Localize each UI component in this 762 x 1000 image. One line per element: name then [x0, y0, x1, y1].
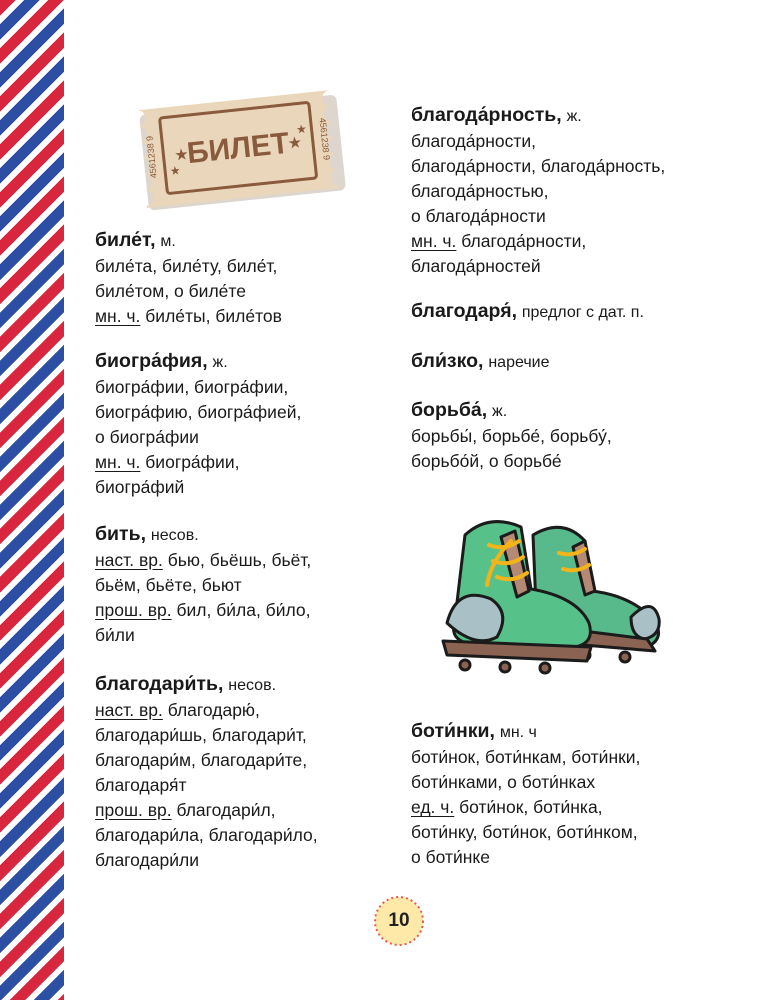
form-line: биогра́фий [95, 477, 185, 497]
headword: биогра́фия, [95, 350, 208, 372]
grammar-note: наречие [488, 354, 550, 371]
entry-blizko [411, 349, 741, 375]
page-number-badge [373, 895, 425, 947]
tense-label: прош. вр. [95, 600, 172, 620]
grammar-note: предлог с дат. п. [521, 304, 644, 321]
striped-border [0, 0, 64, 1000]
form-line: би́ли [95, 625, 135, 645]
headword: благода́рность, [411, 104, 562, 126]
grammar-note: несов. [228, 677, 277, 694]
grammar-note: ж. [566, 108, 582, 125]
headword: борьба́, [411, 399, 488, 421]
headword: бли́зко, [411, 350, 484, 372]
form-line: биогра́фии, биогра́фии, [95, 377, 289, 397]
entry-blagodarnost [411, 103, 741, 279]
form-line: борьбо́й, о борьбе́ [411, 451, 562, 471]
boots-illustration [435, 505, 675, 675]
form-line: бьём, бьёте, бьют [95, 575, 242, 595]
tense-label: наст. вр. [95, 550, 163, 570]
form-line: боти́нок, боти́нкам, боти́нки, [411, 747, 641, 767]
ticket-illustration [127, 78, 349, 216]
ticket-word: БИЛЕТ [185, 126, 291, 171]
form-line: благодари́ли [95, 850, 199, 870]
form-line: о благода́рности [411, 206, 546, 226]
number-label: ед. ч. [411, 797, 455, 817]
form-line: биле́та, биле́ту, биле́т, [95, 256, 278, 276]
form-line: благодари́л, [176, 800, 276, 820]
entry-bit [95, 522, 385, 648]
form-line: бью, бьёшь, бьёт, [167, 550, 312, 570]
headword: биле́т, [95, 229, 156, 251]
entry-blagodarit [95, 672, 385, 873]
headword: боти́нки, [411, 720, 495, 742]
form-line: биле́том, о биле́те [95, 281, 246, 301]
form-line: благодари́ла, благодари́ло, [95, 825, 318, 845]
form-line: благодари́шь, благодари́т, [95, 725, 307, 745]
ticket-serial-left: 4561238 9 [144, 135, 159, 179]
form-line: благодарю́, [167, 700, 260, 720]
entry-botinki [411, 719, 741, 870]
grammar-note: ж. [492, 403, 508, 420]
page-number: 10 [388, 910, 410, 931]
star-icon: ★ [169, 163, 182, 179]
entry-bilet [95, 228, 385, 329]
form-line: благода́рности, благода́рность, [411, 156, 666, 176]
grammar-note: ж. [212, 354, 228, 371]
tense-label: прош. вр. [95, 800, 172, 820]
grammar-note: несов. [150, 527, 199, 544]
form-line: бил, би́ла, би́ло, [176, 600, 311, 620]
entry-borba [411, 398, 741, 474]
headword: бить, [95, 523, 146, 545]
form-line: боти́нками, о боти́нках [411, 772, 596, 792]
form-line: о боти́нке [411, 847, 491, 867]
ticket-serial-right: 4561238 9 [317, 117, 332, 161]
number-label: мн. ч. [95, 452, 141, 472]
star-icon: ★ [286, 134, 303, 153]
tense-label: наст. вр. [95, 700, 163, 720]
form-line: биогра́фию, биогра́фией, [95, 402, 302, 422]
form-line: благода́рности, [461, 231, 587, 251]
form-line: благодаря́т [95, 775, 187, 795]
star-icon: ★ [173, 146, 190, 165]
form-line: благода́рностей [411, 256, 541, 276]
form-line: благодари́м, благодари́те, [95, 750, 308, 770]
form-line: о биогра́фии [95, 427, 199, 447]
entry-biografiya [95, 349, 385, 500]
number-label: мн. ч. [411, 231, 457, 251]
star-icon: ★ [295, 121, 308, 137]
form-line: биогра́фии, [145, 452, 240, 472]
entry-blagodarya [411, 299, 741, 325]
grammar-note: мн. ч [499, 724, 537, 741]
form-line: благода́рности, [411, 131, 537, 151]
headword: благодаря́, [411, 300, 517, 322]
form-line: биле́ты, биле́тов [145, 306, 282, 326]
grammar-note: м. [160, 233, 176, 250]
headword: благодари́ть, [95, 673, 224, 695]
form-line: благода́рностью, [411, 181, 549, 201]
form-line: борьбы́, борьбе́, борьбу́, [411, 426, 612, 446]
form-line: боти́нку, боти́нок, боти́нком, [411, 822, 638, 842]
form-line: боти́нок, боти́нка, [459, 797, 603, 817]
number-label: мн. ч. [95, 306, 141, 326]
